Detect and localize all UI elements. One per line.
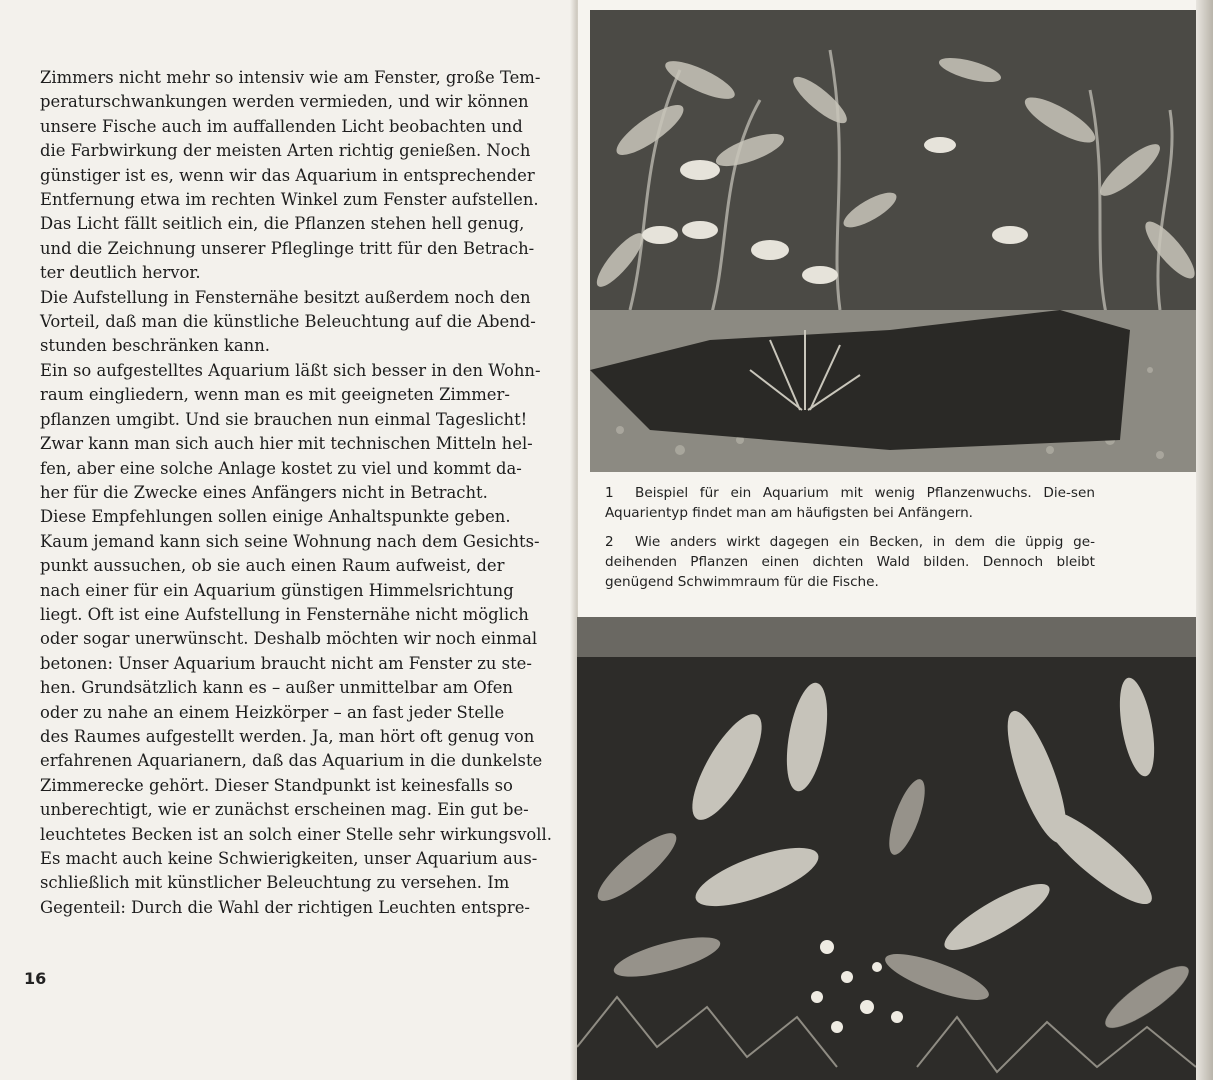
text-line: Zwar kann man sich auch hier mit technischen Mitteln hel- xyxy=(40,434,533,454)
text-line: die Farbwirkung der meisten Arten richtig genießen. Noch xyxy=(40,141,531,161)
page-number: 16 xyxy=(24,969,47,988)
text-line: Kaum jemand kann sich seine Wohnung nach dem Gesichts- xyxy=(40,531,540,551)
text-line: Entfernung etwa im rechten Winkel zum Fenster aufstellen. xyxy=(40,190,539,210)
text-line: her für die Zwecke eines Anfängers nicht in Betracht. xyxy=(40,482,488,502)
aquarium-photo-sparse-drawing xyxy=(590,10,1196,472)
text-line: liegt. Oft ist eine Aufstellung in Fensternähe nicht möglich xyxy=(40,604,529,624)
text-line: Das Licht fällt seitlich ein, die Pflanzen stehen hell genug, xyxy=(40,214,525,234)
text-line: betonen: Unser Aquarium braucht nicht am Fenster zu ste- xyxy=(40,653,532,673)
left-page xyxy=(0,0,578,1080)
caption-1 xyxy=(605,483,1095,523)
text-line: fen, aber eine solche Anlage kostet zu viel und kommt da- xyxy=(40,458,522,478)
text-line: erfahrenen Aquarianern, daß das Aquarium in die dunkelste xyxy=(40,751,543,771)
aquarium-photo-dense-drawing xyxy=(577,617,1196,1080)
caption-text: Wie anders wirkt dagegen ein Becken, in dem die üppig ge-deihenden Pflanzen einen dichten Wald bilden. Dennoch bleibt genügend Schwimmraum für die Fische. xyxy=(605,534,1095,590)
caption-number: 1 xyxy=(605,485,614,501)
body-paragraph xyxy=(40,286,560,359)
text-line: und die Zeichnung unserer Pfleglinge tritt für den Betrach- xyxy=(40,238,535,258)
text-line: Die Aufstellung in Fensternähe besitzt außerdem noch den xyxy=(40,287,531,307)
caption-number: 2 xyxy=(605,534,614,550)
text-line: pflanzen umgibt. Und sie brauchen nun einmal Tageslicht! xyxy=(40,409,528,429)
body-paragraph xyxy=(40,66,560,286)
text-line: leuchtetes Becken ist an solch einer Stelle sehr wirkungsvoll. xyxy=(40,824,552,844)
aquarium-photo-dense xyxy=(577,617,1196,1080)
text-line: unsere Fische auch im auffallenden Licht beobachten und xyxy=(40,116,523,136)
text-line: oder zu nahe an einem Heizkörper – an fast jeder Stelle xyxy=(40,702,505,722)
text-line: Gegenteil: Durch die Wahl der richtigen Leuchten entspre- xyxy=(40,897,530,917)
text-line: günstiger ist es, wenn wir das Aquarium in entsprechender xyxy=(40,165,535,185)
text-line: Ein so aufgestelltes Aquarium läßt sich besser in den Wohn- xyxy=(40,360,541,380)
caption-text: Beispiel für ein Aquarium mit wenig Pflanzenwuchs. Die-sen Aquarientyp findet man am häufigsten bei Anfängern. xyxy=(605,485,1095,521)
text-line: Vorteil, daß man die künstliche Beleuchtung auf die Abend- xyxy=(40,312,536,332)
text-line: peraturschwankungen werden vermieden, und wir können xyxy=(40,92,529,112)
body-text xyxy=(40,66,560,920)
body-paragraph xyxy=(40,359,560,505)
text-line: raum eingliedern, wenn man es mit geeigneten Zimmer- xyxy=(40,385,510,405)
text-line: Zimmerecke gehört. Dieser Standpunkt ist keinesfalls so xyxy=(40,775,513,795)
text-line: Zimmers nicht mehr so intensiv wie am Fenster, große Tem- xyxy=(40,68,541,87)
text-line: stunden beschränken kann. xyxy=(40,336,270,356)
text-line: unberechtigt, wie er zunächst erscheinen mag. Ein gut be- xyxy=(40,800,529,820)
text-line: Es macht auch keine Schwierigkeiten, unser Aquarium aus- xyxy=(40,849,538,868)
text-line: schließlich mit künstlicher Beleuchtung zu versehen. Im xyxy=(40,873,510,893)
text-line: des Raumes aufgestellt werden. Ja, man hört oft genug von xyxy=(40,726,535,746)
text-line: nach einer für ein Aquarium günstigen Himmelsrichtung xyxy=(40,580,514,600)
text-line: Diese Empfehlungen sollen einige Anhaltspunkte geben. xyxy=(40,507,511,527)
text-line: ter deutlich hervor. xyxy=(40,263,201,283)
photo-captions xyxy=(605,483,1095,601)
text-line: punkt aussuchen, ob sie auch einen Raum aufweist, der xyxy=(40,556,505,576)
caption-2 xyxy=(605,532,1095,592)
page-edge xyxy=(1196,0,1213,1080)
aquarium-photo-sparse xyxy=(590,10,1196,472)
body-paragraph xyxy=(40,505,560,920)
text-line: oder sogar unerwünscht. Deshalb möchten wir noch einmal xyxy=(40,629,538,649)
text-line: hen. Grundsätzlich kann es – außer unmittelbar am Ofen xyxy=(40,678,513,698)
